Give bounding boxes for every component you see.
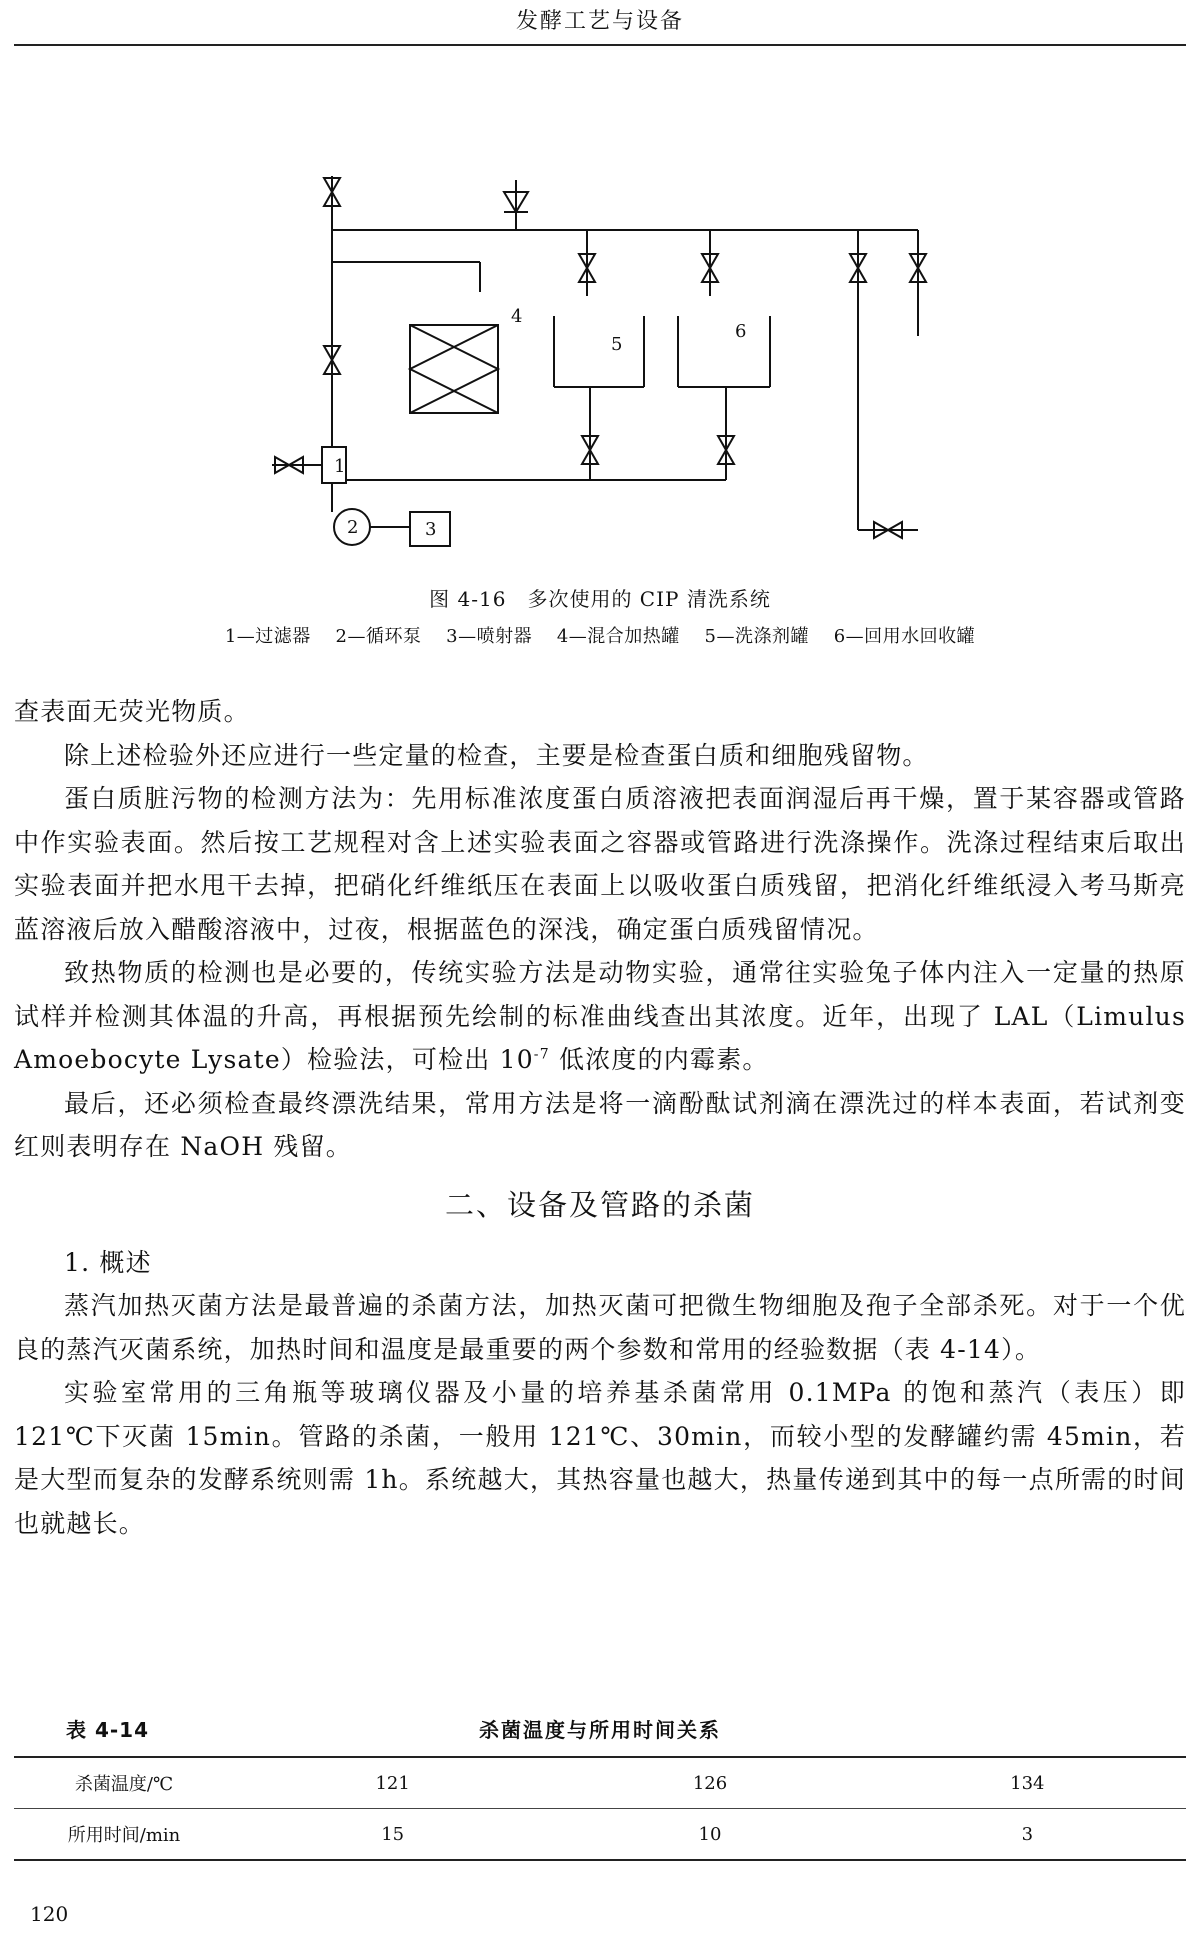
table-cell: 134: [869, 1757, 1186, 1809]
superscript: -7: [533, 1046, 550, 1063]
paragraph: 蒸汽加热灭菌方法是最普遍的杀菌方法，加热灭菌可把微生物细胞及孢子全部杀死。对于一个优良的蒸汽灭菌系统，加热时间和温度是最重要的两个参数和常用的经验数据（表 4-14）。: [14, 1291, 1186, 1364]
diagram-label-mixing-tank: 4: [511, 306, 523, 327]
diagram-label-filter: 1: [334, 456, 346, 477]
paragraph-text: 低浓度的内霉素。: [549, 1045, 769, 1074]
table-cell: 126: [551, 1757, 868, 1809]
subheading: 1. 概述: [64, 1247, 152, 1277]
table-row: [14, 1757, 1186, 1809]
header-rule: [14, 44, 1186, 46]
paragraph: 实验室常用的三角瓶等玻璃仪器及小量的培养基杀菌常用 0.1MPa 的饱和蒸汽（表压）即 121℃下灭菌 15min。管路的杀菌，一般用 121℃、30min，而较小型的发酵罐约需 45min，若是大型而复杂的发酵系统则需 1h。系统越大，其热容量也越大，热量传递到其中的每一点所需的时间也就越长。: [14, 1378, 1186, 1538]
paragraph-text: 致热物质的检测也是必要的，传统实验方法是动物实验，通常往实验兔子体内注入一定量的热原试样并检测其体温的升高，再根据预先绘制的标准曲线查出其浓度。近年，出现了 LAL（Limulus Amoebocyte Lysate）检验法，可检出 10: [14, 958, 1186, 1074]
diagram-label-ejector: 3: [425, 519, 437, 540]
body-text: [14, 690, 1186, 1545]
sterilization-table: [14, 1756, 1186, 1861]
paragraph: 最后，还必须检查最终漂洗结果，常用方法是将一滴酚酞试剂滴在漂洗过的样本表面，若试剂变红则表明存在 NaOH 残留。: [14, 1088, 1186, 1161]
diagram-label-recovery-tank: 6: [735, 321, 747, 342]
page-number: 120: [30, 1902, 69, 1926]
figure-caption: 图 4-16 多次使用的 CIP 清洗系统: [429, 587, 771, 611]
paragraph: [14, 951, 1186, 1082]
row-header: 杀菌温度/℃: [14, 1757, 234, 1809]
row-header: 所用时间/min: [14, 1809, 234, 1861]
table-label: 表 4-14: [66, 1718, 150, 1742]
figure-legend: 1—过滤器 2—循环泵 3—喷射器 4—混合加热罐 5—洗涤剂罐 6—回用水回收罐: [224, 626, 976, 647]
diagram-label-pump: 2: [347, 517, 359, 538]
paragraph: 除上述检验外还应进行一些定量的检查，主要是检查蛋白质和细胞残留物。: [64, 740, 929, 770]
table-cell: 121: [234, 1757, 551, 1809]
diagram-label-detergent-tank: 5: [611, 334, 623, 355]
section-heading: 二、设备及管路的杀菌: [444, 1187, 755, 1222]
table-row: [14, 1809, 1186, 1861]
running-header: 发酵工艺与设备: [515, 9, 684, 34]
cip-system-diagram: [260, 170, 960, 570]
paragraph: 查表面无荧光物质。: [14, 697, 250, 726]
table-title: 杀菌温度与所用时间关系: [479, 1718, 721, 1742]
table-cell: 10: [551, 1809, 868, 1861]
table-cell: 15: [234, 1809, 551, 1861]
table-cell: 3: [869, 1809, 1186, 1861]
paragraph: 蛋白质脏污物的检测方法为：先用标准浓度蛋白质溶液把表面润湿后再干燥，置于某容器或管路中作实验表面。然后按工艺规程对含上述实验表面之容器或管路进行洗涤操作。洗涤过程结束后取出实验表面并把水甩干去掉，把硝化纤维纸压在表面上以吸收蛋白质残留，把消化纤维纸浸入考马斯亮蓝溶液后放入醋酸溶液中，过夜，根据蓝色的深浅，确定蛋白质残留情况。: [14, 784, 1186, 944]
